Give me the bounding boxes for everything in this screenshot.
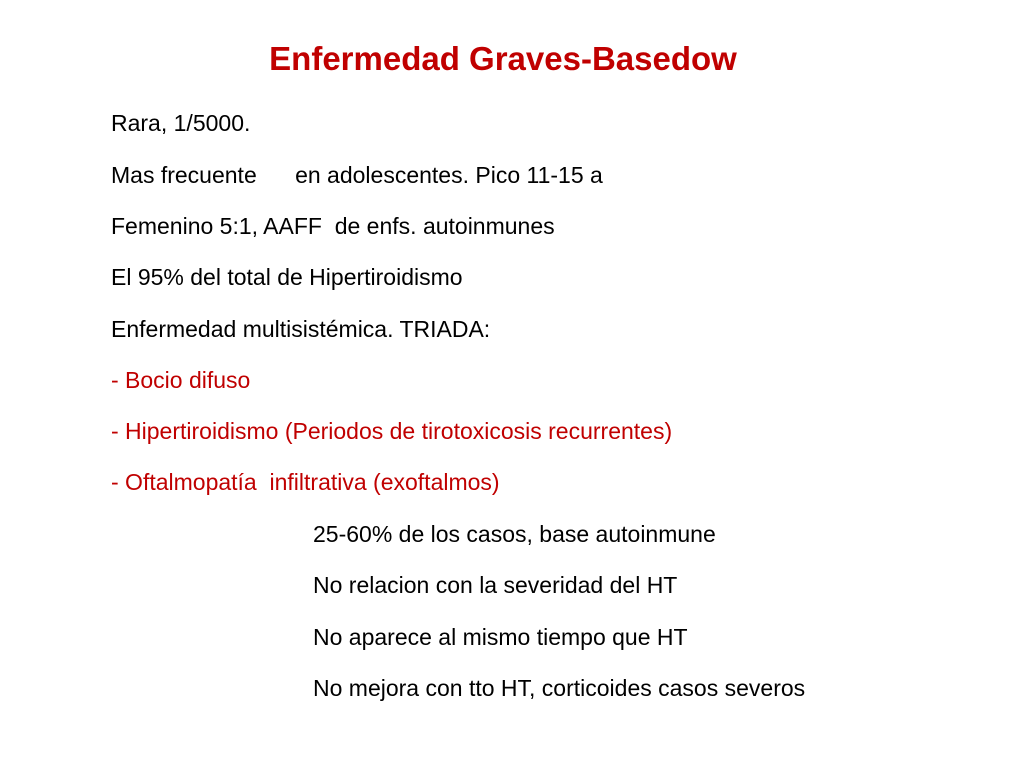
line-percentage: El 95% del total de Hipertiroidismo <box>111 264 463 290</box>
note-treatment: No mejora con tto HT, corticoides casos severos <box>313 675 806 701</box>
note-timing: No aparece al mismo tiempo que HT <box>313 624 688 650</box>
line-sex-ratio: Femenino 5:1, AAFF de enfs. autoinmunes <box>111 213 555 239</box>
line-frequency: Mas frecuente en adolescentes. Pico 11-15 a <box>111 162 603 188</box>
line-rarity: Rara, 1/5000. <box>111 110 251 136</box>
note-severity: No relacion con la severidad del HT <box>313 572 678 598</box>
note-percentage: 25-60% de los casos, base autoinmune <box>313 521 716 547</box>
triad-item-ophthalmopathy: - Oftalmopatía infiltrativa (exoftalmos) <box>111 469 500 495</box>
line-multisystem: Enfermedad multisistémica. TRIADA: <box>111 316 491 342</box>
triad-item-hyperthyroidism: - Hipertiroidismo (Periodos de tirotoxicosis recurrentes) <box>111 418 673 444</box>
triad-item-goiter: - Bocio difuso <box>111 367 251 393</box>
slide-title: Enfermedad Graves-Basedow <box>269 40 737 77</box>
